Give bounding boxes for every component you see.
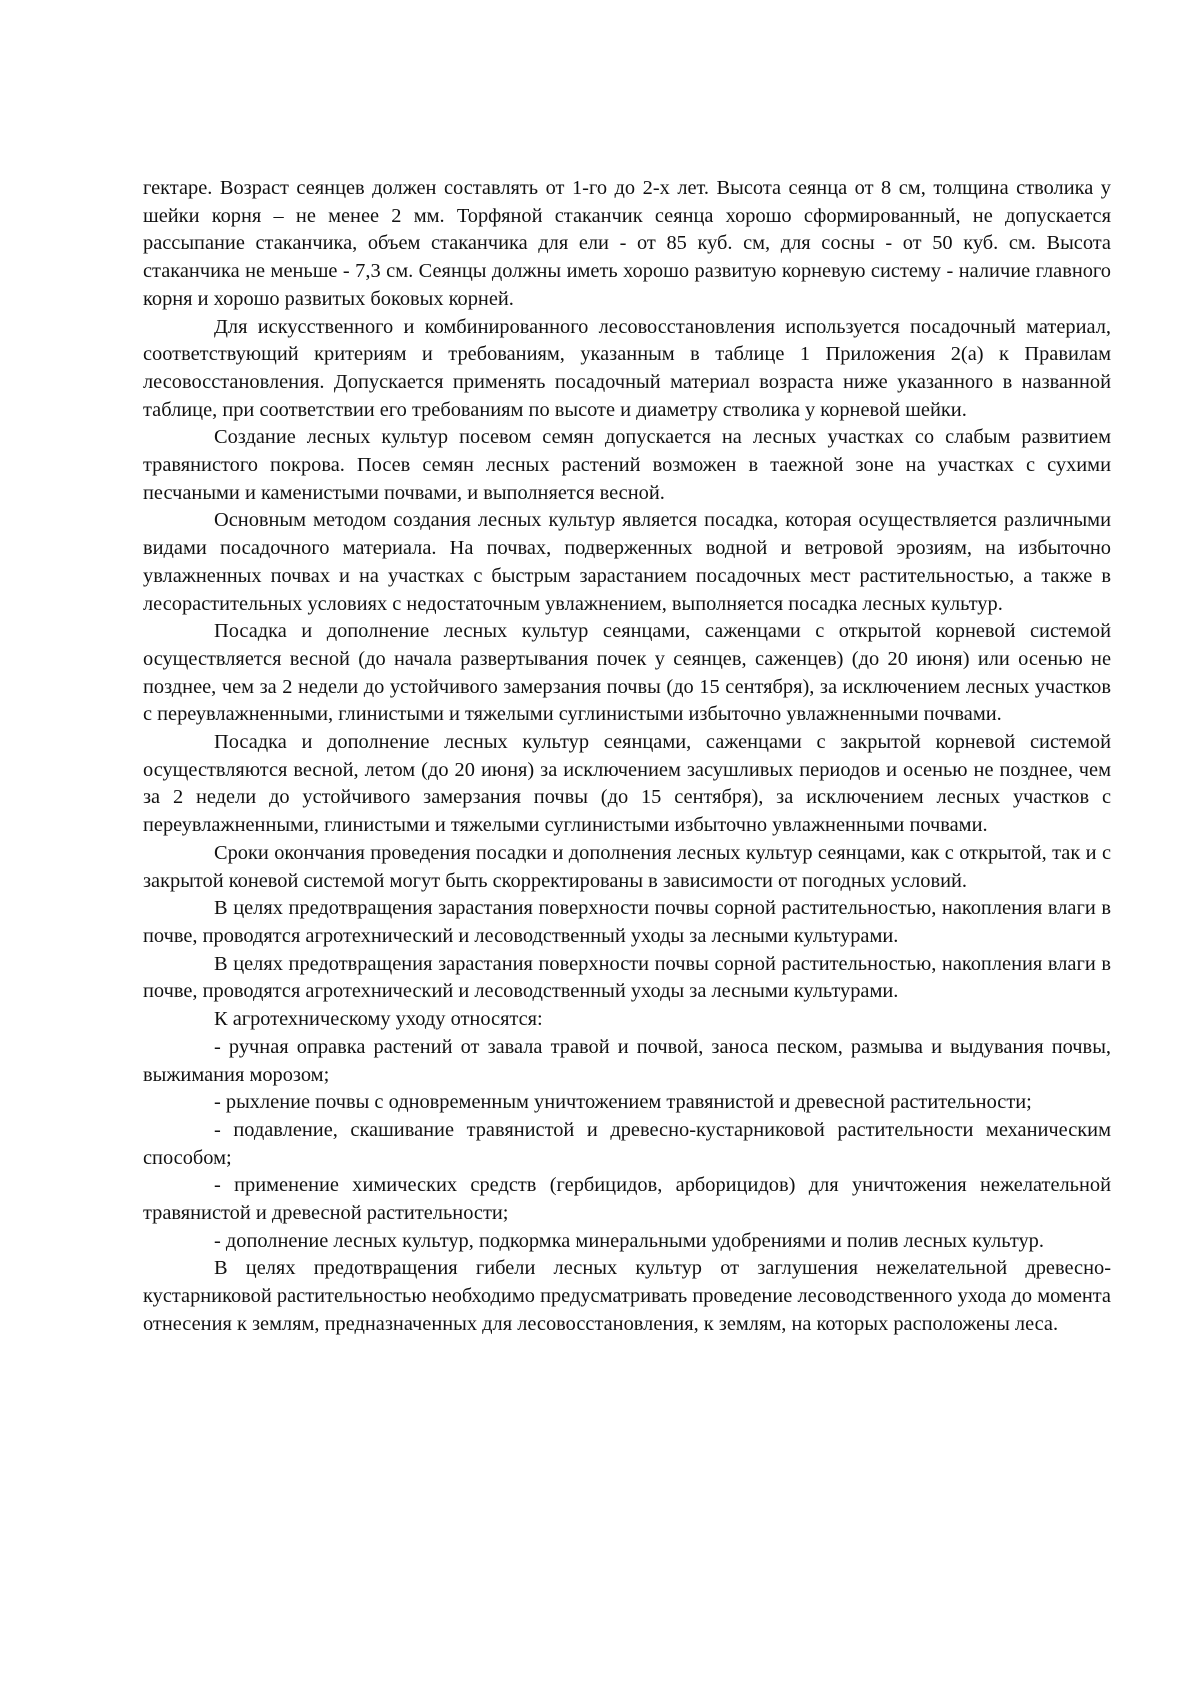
paragraph-open-root-planting: Посадка и дополнение лесных культур сеянцами, саженцами с открытой корневой системой осуществляется весной (до начала развертывания почек у сеянцев, саженцев) (до 20 июня) или осенью не позднее, чем за 2 недели до устойчивого замерзания почвы (до 15 сентября), за исключением лесных участков с переувлажненными, глинистыми и тяжелыми суглинистыми избыточно увлажненными почвами.	[143, 620, 1111, 726]
list-item-manual-straightening: - ручная оправка растений от завала травой и почвой, заноса песком, размыва и выдувания почвы, выжимания морозом;	[143, 1035, 1111, 1086]
document-body	[143, 175, 1111, 1339]
paragraph-care-purpose-repeat: В целях предотвращения зарастания поверхности почвы сорной растительностью, накопления влаги в почве, проводятся агротехнический и лесоводственный уходы за лесными культурами.	[143, 952, 1111, 1003]
paragraph-care-purpose: В целях предотвращения зарастания поверхности почвы сорной растительностью, накопления влаги в почве, проводятся агротехнический и лесоводственный уходы за лесными культурами.	[143, 897, 1111, 947]
paragraph-seed-sowing: Создание лесных культур посевом семян допускается на лесных участках со слабым развитием травянистого покрова. Посев семян лесных растений возможен в таежной зоне на участках с сухими песчаными и каменистыми почвами, и выполняется весной.	[143, 426, 1111, 504]
list-item-fertilizing: - дополнение лесных культур, подкормка минеральными удобрениями и полив лесных культур.	[214, 1229, 1044, 1252]
paragraph-silvicultural-care: В целях предотвращения гибели лесных культур от заглушения нежелательной древесно-кустарниковой растительностью необходимо предусматривать проведение лесоводственного ухода до момента отнесения к землям, предназначенных для лесовосстановления, к землям, на которых расположены леса.	[143, 1257, 1111, 1335]
paragraph-closed-root-planting: Посадка и дополнение лесных культур сеянцами, саженцами с закрытой корневой системой осуществляются весной, летом (до 20 июня) за исключением засушливых периодов и осенью не позднее, чем за 2 недели до устойчивого замерзания почвы (до 15 сентября), за исключением лесных участков с переувлажненными, глинистыми и тяжелыми суглинистыми избыточно увлажненными почвами.	[143, 731, 1111, 837]
paragraph-main-method: Основным методом создания лесных культур является посадка, которая осуществляется различными видами посадочного материала. На почвах, подверженных водной и ветровой эрозиям, на избыточно увлажненных почвах и на участках с быстрым зарастанием посадочных мест растительностью, а также в лесорастительных условиях с недостаточным увлажнением, выполняется посадка лесных культур.	[143, 509, 1111, 615]
paragraph-agrotech-care-intro: К агротехническому уходу относятся:	[214, 1008, 543, 1031]
list-item-chemicals: - применение химических средств (гербицидов, арборицидов) для уничтожения нежелательной травянистой и древесной растительности;	[143, 1174, 1111, 1225]
paragraph-seedling-requirements: гектаре. Возраст сеянцев должен составлять от 1-го до 2-х лет. Высота сеянца от 8 см, толщина стволика у шейки корня – не менее 2 мм. Торфяной стаканчик сеянца хорошо сформированный, не допускается рассыпание стаканчика, объем стаканчика для ели - от 85 куб. см, для сосны - от 50 куб. см. Высота стаканчика не меньше - 7,3 см. Сеянцы должны иметь хорошо развитую корневую систему - наличие главного корня и хорошо развитых боковых корней.	[143, 177, 1111, 310]
paragraph-planting-material: Для искусственного и комбинированного лесовосстановления используется посадочный материал, соответствующий критериям и требованиям, указанным в таблице 1 Приложения 2(а) к Правилам лесовосстановления. Допускается применять посадочный материал возраста ниже указанного в названной таблице, при соответствии его требованиям по высоте и диаметру стволика у корневой шейки.	[143, 315, 1111, 421]
list-item-soil-loosening: - рыхление почвы с одновременным уничтожением травянистой и древесной растительности;	[214, 1091, 1032, 1114]
list-item-mowing: - подавление, скашивание травянистой и древесно-кустарниковой растительности механическим способом;	[143, 1118, 1111, 1169]
paragraph-planting-deadlines: Сроки окончания проведения посадки и дополнения лесных культур сеянцами, как с открытой, так и с закрытой коневой системой могут быть скорректированы в зависимости от погодных условий.	[143, 841, 1111, 892]
